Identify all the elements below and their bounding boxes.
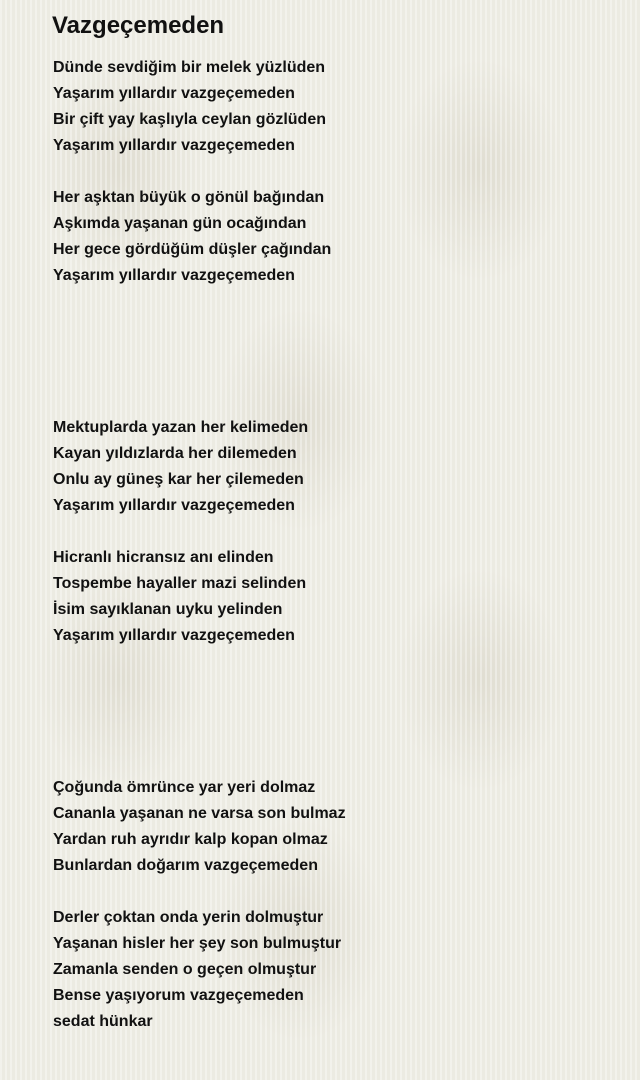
poem-line: Dünde sevdiğim bir melek yüzlüden: [53, 59, 326, 76]
poem-line: Yaşarım yıllardır vazgeçemeden: [53, 267, 295, 284]
stanza-6: [53, 905, 613, 1035]
poem-line: İsim sayıklanan uyku yelinden: [53, 601, 283, 618]
stanza-3: [53, 415, 613, 519]
stanza-1: [53, 55, 613, 159]
stanza-5: [53, 775, 613, 879]
poem-line: Bunlardan doğarım vazgeçemeden: [53, 857, 318, 874]
poem-line: Hicranlı hicransız anı elinden: [53, 549, 274, 566]
stanza-spacer: [53, 289, 613, 415]
poem-line: Her aşktan büyük o gönül bağından: [53, 189, 325, 206]
poem-line: Cananla yaşanan ne varsa son bulmaz: [53, 805, 346, 822]
poem-line: Tospembe hayaller mazi selinden: [53, 575, 307, 592]
poem: [53, 10, 613, 1035]
poem-line: Onlu ay güneş kar her çilemeden: [53, 471, 304, 488]
poem-line: Her gece gördüğüm düşler çağından: [53, 241, 332, 258]
stanza-spacer: [53, 649, 613, 775]
poem-title: Vazgeçemeden: [52, 12, 225, 39]
poem-line: Yaşarım yıllardır vazgeçemeden: [53, 85, 295, 102]
poem-line: Zamanla senden o geçen olmuştur: [53, 961, 317, 978]
poem-line: Bense yaşıyorum vazgeçemeden: [53, 987, 304, 1004]
poem-author: sedat hünkar: [53, 1013, 153, 1030]
poem-line: Çoğunda ömrünce yar yeri dolmaz: [53, 779, 316, 796]
poem-line: Yaşarım yıllardır vazgeçemeden: [53, 137, 295, 154]
stanza-4: [53, 545, 613, 649]
poem-line: Aşkımda yaşanan gün ocağından: [53, 215, 307, 232]
stanza-2: [53, 185, 613, 289]
poem-line: Kayan yıldızlarda her dilemeden: [53, 445, 297, 462]
stanza-spacer: [53, 159, 613, 185]
stanza-spacer: [53, 879, 613, 905]
stanza-spacer: [53, 519, 613, 545]
poem-line: Bir çift yay kaşlıyla ceylan gözlüden: [53, 111, 326, 128]
poem-line: Mektuplarda yazan her kelimeden: [53, 419, 309, 436]
poem-line: Derler çoktan onda yerin dolmuştur: [53, 909, 324, 926]
poem-line: Yaşarım yıllardır vazgeçemeden: [53, 627, 295, 644]
poem-line: Yardan ruh ayrıdır kalp kopan olmaz: [53, 831, 328, 848]
poem-line: Yaşanan hisler her şey son bulmuştur: [53, 935, 342, 952]
poem-line: Yaşarım yıllardır vazgeçemeden: [53, 497, 295, 514]
